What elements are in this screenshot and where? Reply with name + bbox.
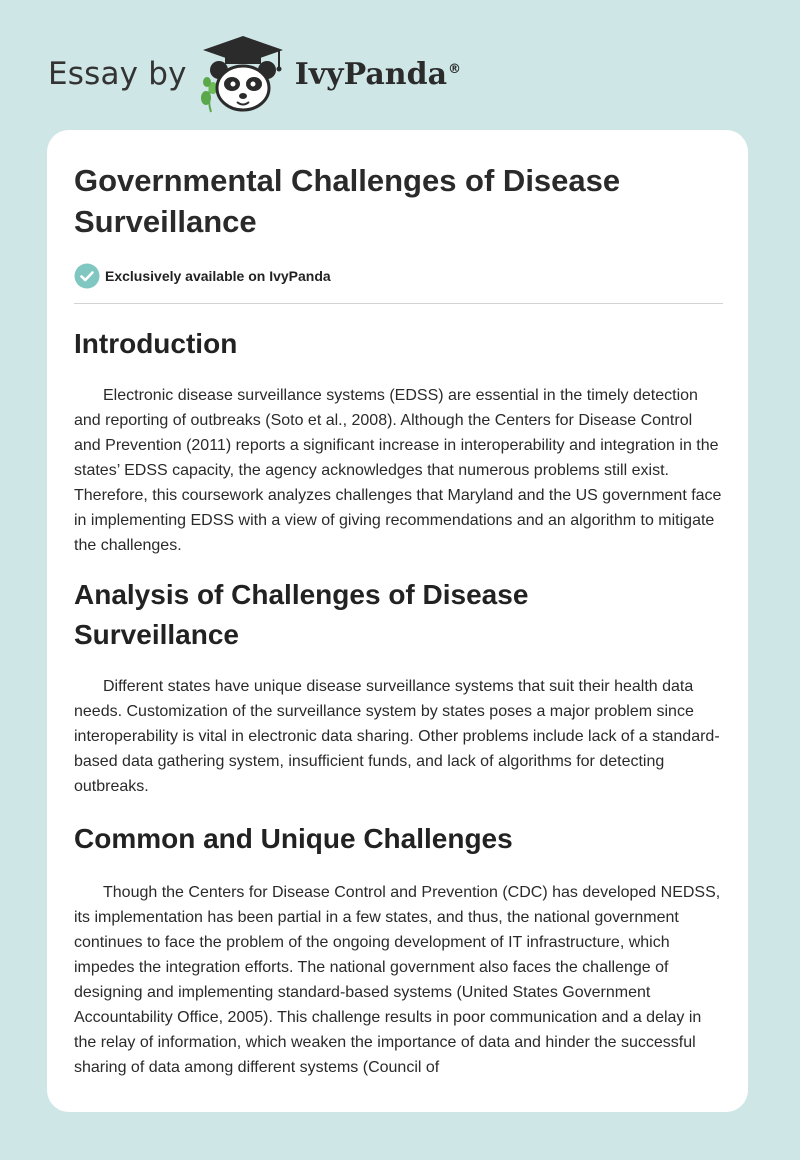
section-paragraph-common-unique: Though the Centers for Disease Control and Prevention (CDC) has developed NEDSS, its implementation has been partial in a few states, and thus, the national government continues to face the problem of the ongoing development of IT infrastructure, which impedes the integration efforts. The national government also faces the challenge of designing and implementing standard-based systems (United States Government Accountability Office, 2005). This challenge results in poor communication and a delay in the relay of information, which weaken the importance of data and hinder the successful sharing of data among different systems (Council of [74,884,721,1076]
essay-content [74,160,723,1080]
site-brand[interactable] [48,34,461,114]
section-paragraph-analysis: Different states have unique disease surveillance systems that suit their health data needs. Customization of the surveillance system by states poses a major problem since interoperability is vital in electronic data sharing. Other problems include lack of a standard-based data gathering system, insufficient funds, and lack of algorithms for detecting outbreaks. [74,678,720,795]
essay-by-label: Essay by [48,56,187,92]
registered-mark: ® [448,61,462,77]
page-title: Governmental Challenges of Disease Surveillance [74,163,621,239]
essay-card [47,130,748,1112]
check-circle-icon [74,263,100,289]
ivypanda-wordmark [295,57,461,92]
brand-name: IvyPanda [294,56,448,92]
exclusive-badge-label: Exclusively available on IvyPanda [105,268,331,284]
title-divider [74,303,723,304]
section-heading-common-unique: Common and Unique Challenges [74,823,513,854]
section-heading-introduction: Introduction [74,328,238,359]
section-paragraph-introduction: Electronic disease surveillance systems (EDSS) are essential in the timely detection and reporting of outbreaks (Soto et al., 2008). Although the Centers for Disease Control and Prevention (2011) reports a significant increase in interoperability and integration in the states’ EDSS capacity, the agency acknowledges that numerous problems still exist. Therefore, this coursework analyzes challenges that Maryland and the US government face in implementing EDSS with a view of giving recommendations and an algorithm to mitigate the challenges. [74,387,722,554]
section-heading-analysis: Analysis of Challenges of Disease Surveillance [74,579,529,650]
panda-graduate-logo-icon [197,34,289,114]
exclusive-badge [74,262,723,290]
